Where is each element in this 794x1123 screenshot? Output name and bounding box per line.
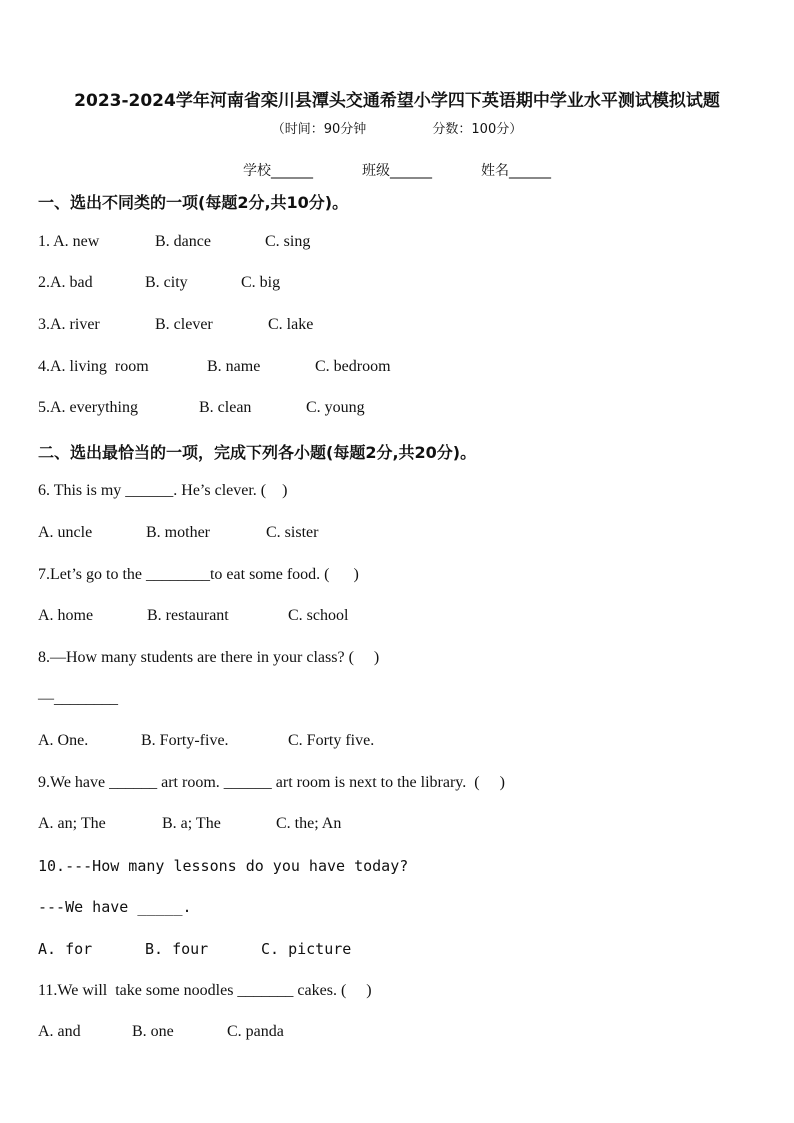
q7-option-c: C. school: [288, 607, 349, 624]
exam-time-score: （时间：90分钟 分数：100分）: [271, 122, 523, 137]
q5-option-c: C. young: [306, 399, 365, 416]
q1-option-b: B. dance: [155, 233, 211, 250]
q10-option-c: C. picture: [261, 940, 352, 958]
q8-option-a: A. One.: [38, 732, 89, 749]
q1-option-a: 1. A. new: [38, 233, 100, 250]
q4-option-a: 4.A. living room: [38, 358, 149, 375]
q10-option-a: A. for: [38, 940, 93, 958]
q8-answer-line: —________: [38, 690, 118, 707]
q9-option-b: B. a; The: [162, 815, 221, 832]
q7-option-a: A. home: [38, 607, 94, 624]
q8-option-b: B. Forty-five.: [141, 732, 229, 749]
q8-stem: 8.—How many students are there in your class? ( ): [38, 649, 380, 666]
q9-option-a: A. an; The: [38, 815, 106, 832]
q10-stem: 10.---How many lessons do you have today?: [38, 857, 409, 875]
q9-option-c: C. the; An: [276, 815, 342, 832]
q3-option-b: B. clever: [155, 316, 213, 333]
q9-stem: 9.We have ______ art room. ______ art room is next to the library. ( ): [38, 774, 505, 791]
q1-option-c: C. sing: [265, 233, 311, 250]
q6-option-b: B. mother: [146, 524, 210, 541]
q6-option-a: A. uncle: [38, 524, 93, 541]
student-info-line: 学校______ 班级______ 姓名______: [243, 163, 551, 179]
q10-answer-line: ---We have _____.: [38, 898, 192, 916]
q6-option-c: C. sister: [266, 524, 319, 541]
q11-option-c: C. panda: [227, 1023, 284, 1040]
q10-option-b: B. four: [145, 940, 209, 958]
q6-stem: 6. This is my ______. He’s clever. ( ): [38, 482, 288, 499]
q2-option-c: C. big: [241, 274, 281, 291]
q8-option-c: C. Forty five.: [288, 732, 375, 749]
q5-option-a: 5.A. everything: [38, 399, 138, 416]
q7-option-b: B. restaurant: [147, 607, 229, 624]
section2-heading: 二、选出最恰当的一项，完成下列各小题(每题2分,共20分)。: [38, 443, 477, 462]
q11-option-a: A. and: [38, 1023, 81, 1040]
q2-option-b: B. city: [145, 274, 188, 291]
q5-option-b: B. clean: [199, 399, 252, 416]
q11-option-b: B. one: [132, 1023, 174, 1040]
q2-option-a: 2.A. bad: [38, 274, 93, 291]
q4-option-b: B. name: [207, 358, 261, 375]
section1-heading: 一、选出不同类的一项(每题2分,共10分)。: [38, 193, 349, 212]
q3-option-a: 3.A. river: [38, 316, 100, 333]
q4-option-c: C. bedroom: [315, 358, 391, 375]
q11-stem: 11.We will take some noodles _______ cakes. ( ): [38, 982, 372, 999]
q3-option-c: C. lake: [268, 316, 314, 333]
q7-stem: 7.Let’s go to the ________to eat some food. ( ): [38, 566, 359, 583]
exam-title: 2023-2024学年河南省栾川县潭头交通希望小学四下英语期中学业水平测试模拟试题: [74, 91, 720, 111]
